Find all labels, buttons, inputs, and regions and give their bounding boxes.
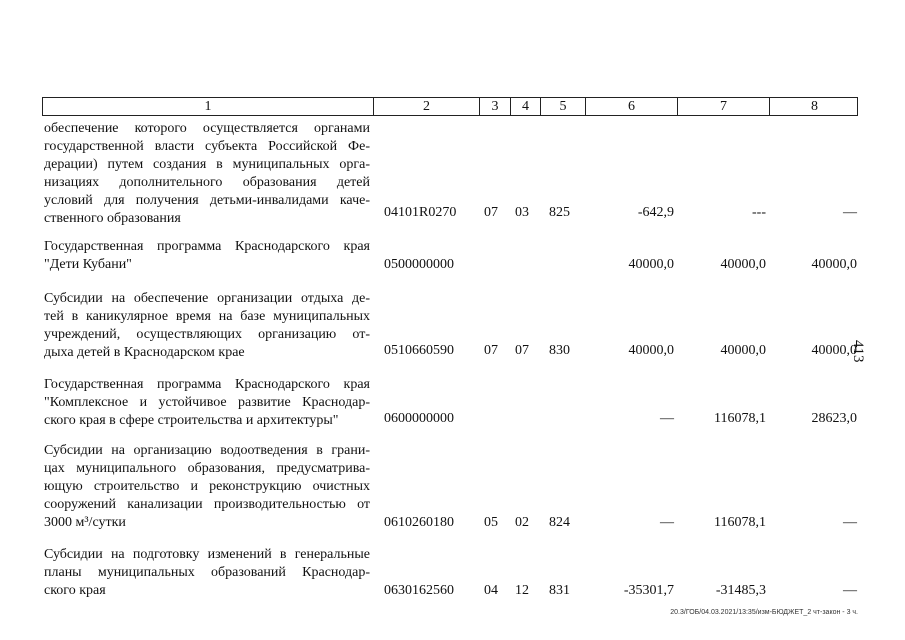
row-section: 05 <box>484 515 498 530</box>
row-amount-6: — <box>660 515 674 530</box>
row-amount-8: 28623,0 <box>811 411 857 426</box>
row-subsection: 07 <box>515 343 529 358</box>
row-amount-8: — <box>843 515 857 530</box>
row-code: 0500000000 <box>384 257 454 272</box>
row-expense-type: 830 <box>549 343 570 358</box>
header-col-4: 4 <box>510 98 540 115</box>
description-line: условий для получения детьми-инвалидами каче- <box>44 193 370 208</box>
row-expense-type: 831 <box>549 583 570 598</box>
description-line: ственного образования <box>44 211 181 226</box>
row-description <box>44 546 370 600</box>
description-line: ского края <box>44 583 106 598</box>
row-code: 04101R0270 <box>384 205 457 220</box>
row-section: 07 <box>484 205 498 220</box>
row-expense-type: 825 <box>549 205 570 220</box>
row-description <box>44 442 370 532</box>
row-description <box>44 376 370 430</box>
header-col-7: 7 <box>677 98 769 115</box>
header-col-3: 3 <box>479 98 510 115</box>
row-subsection: 12 <box>515 583 529 598</box>
row-amount-8: 40000,0 <box>811 257 857 272</box>
description-line: "Дети Кубани" <box>44 257 132 272</box>
description-line: сооружений канализации производительностью от <box>44 497 370 512</box>
row-amount-6: -35301,7 <box>623 583 674 598</box>
description-line: тей в каникулярное время на базе муниципальных <box>44 309 370 324</box>
description-line: дерации) путем создания в муниципальных орга- <box>44 157 370 172</box>
row-amount-7: 116078,1 <box>714 515 766 530</box>
document-footer: 20.3/ГОБ/04.03.2021/13:35/изм-БЮДЖЕТ_2 чт-закон - 3 ч. <box>670 609 858 616</box>
header-col-8: 8 <box>769 98 859 115</box>
description-line: Государственная программа Краснодарского края <box>44 377 370 392</box>
row-description <box>44 290 370 362</box>
description-line: цах муниципального образования, предусматрива- <box>44 461 370 476</box>
row-amount-7: --- <box>752 205 766 220</box>
row-amount-8: 40000,0 <box>811 343 857 358</box>
row-code: 0630162560 <box>384 583 454 598</box>
page-number: 413 <box>850 340 866 363</box>
row-description <box>44 238 370 274</box>
description-line: планы муниципальных образований Краснодар- <box>44 565 370 580</box>
description-line: учреждений, осуществляющих организацию от- <box>44 327 370 342</box>
description-line: Субсидии на подготовку изменений в генеральные <box>44 547 370 562</box>
description-line: ского края в сфере строительства и архитектуры" <box>44 413 339 428</box>
row-section: 07 <box>484 343 498 358</box>
description-line: 3000 м³/сутки <box>44 515 126 530</box>
header-col-1: 1 <box>204 99 212 114</box>
row-subsection: 02 <box>515 515 529 530</box>
row-amount-7: 40000,0 <box>720 257 766 272</box>
row-amount-7: 40000,0 <box>720 343 766 358</box>
row-description <box>44 120 370 228</box>
row-amount-7: 116078,1 <box>714 411 766 426</box>
row-code: 0600000000 <box>384 411 454 426</box>
row-subsection: 03 <box>515 205 529 220</box>
description-line: Субсидии на организацию водоотведения в грани- <box>44 443 370 458</box>
row-amount-6: 40000,0 <box>628 257 674 272</box>
description-line: "Комплексное и устойчивое развитие Краснодар- <box>44 395 370 410</box>
row-expense-type: 824 <box>549 515 570 530</box>
row-amount-8: — <box>843 205 857 220</box>
header-col-6: 6 <box>585 98 677 115</box>
header-col-5: 5 <box>540 98 585 115</box>
row-section: 04 <box>484 583 498 598</box>
description-line: низациях дополнительного образования детей <box>44 175 370 190</box>
description-line: обеспечение которого осуществляется органами <box>44 121 370 136</box>
row-amount-6: — <box>660 411 674 426</box>
row-code: 0610260180 <box>384 515 454 530</box>
row-amount-8: — <box>843 583 857 598</box>
row-amount-6: -642,9 <box>637 205 674 220</box>
row-code: 0510660590 <box>384 343 454 358</box>
row-amount-6: 40000,0 <box>628 343 674 358</box>
header-col-2: 2 <box>373 98 479 115</box>
table-header <box>42 97 858 116</box>
description-line: Государственная программа Краснодарского края <box>44 239 370 254</box>
description-line: дыха детей в Краснодарском крае <box>44 345 245 360</box>
description-line: Субсидии на обеспечение организации отдыха де- <box>44 291 370 306</box>
row-amount-7: -31485,3 <box>715 583 766 598</box>
description-line: государственной власти субъекта Российской Фе- <box>44 139 370 154</box>
description-line: ющую строительство и реконструкцию очистных <box>44 479 370 494</box>
